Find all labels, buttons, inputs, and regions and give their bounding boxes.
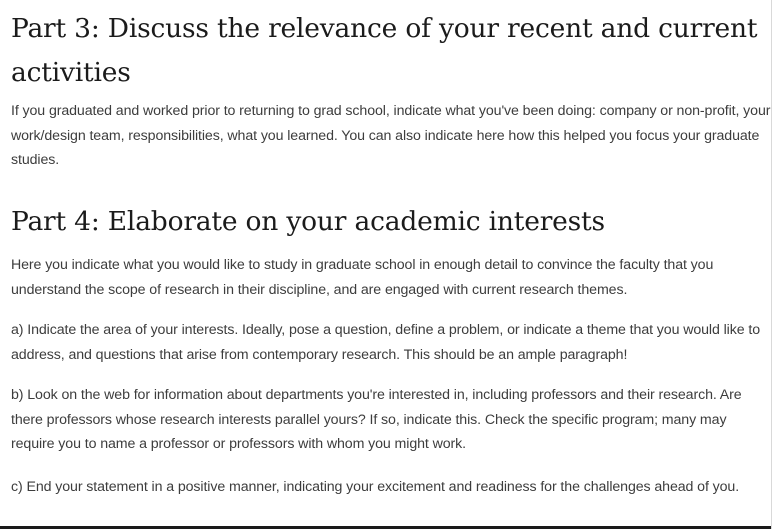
part4-heading: Part 4: Elaborate on your academic interests xyxy=(11,206,605,237)
part4-item-c-paragraph: c) End your statement in a positive manner, indicating your excitement and readiness for the challenges ahead of you. xyxy=(11,479,740,495)
part3-body-paragraph: If you graduated and worked prior to returning to grad school, indicate what you've been doing: company or non-profit, your work/design team, responsibilities, what you learned. You can also indicate here how this helped you focus your graduate studies. xyxy=(11,103,771,168)
part4-item-b-paragraph: b) Look on the web for information about departments you're interested in, including professors and their research. Are there professors whose research interests parallel yours? If so, indicate this. Check the specific program; many may require you to name a professor or professors with whom you might work. xyxy=(11,387,742,452)
part3-heading: Part 3: Discuss the relevance of your recent and current activities xyxy=(11,13,758,88)
part4-intro-paragraph: Here you indicate what you would like to study in graduate school in enough detail to convince the faculty that you understand the scope of research in their discipline, and are engaged with current research themes. xyxy=(11,257,714,298)
part4-item-a-paragraph: a) Indicate the area of your interests. Ideally, pose a question, define a problem, or indicate a theme that you would like to address, and questions that arise from contemporary research. This should be an ample paragraph! xyxy=(11,322,760,363)
